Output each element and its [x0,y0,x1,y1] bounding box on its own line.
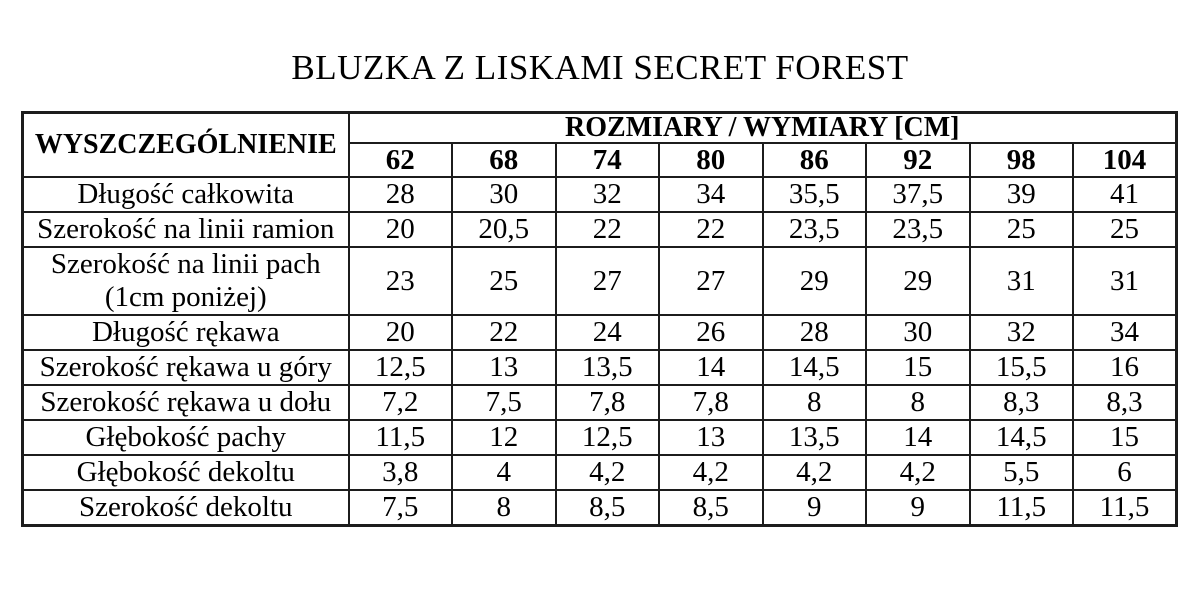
value-cell: 4 [452,455,556,490]
value-cell: 14 [659,350,763,385]
value-cell: 29 [763,247,867,315]
value-cell: 20,5 [452,212,556,247]
value-cell: 23 [349,247,453,315]
value-cell: 22 [659,212,763,247]
value-cell: 9 [866,490,970,526]
value-cell: 5,5 [970,455,1074,490]
value-cell: 13,5 [556,350,660,385]
value-cell: 25 [452,247,556,315]
row-label: Szerokość rękawa u góry [23,350,349,385]
value-cell: 22 [452,315,556,350]
value-cell: 25 [970,212,1074,247]
value-cell: 7,5 [452,385,556,420]
value-cell: 4,2 [556,455,660,490]
value-cell: 23,5 [763,212,867,247]
value-cell: 29 [866,247,970,315]
value-cell: 13,5 [763,420,867,455]
value-cell: 11,5 [970,490,1074,526]
value-cell: 9 [763,490,867,526]
row-label: Długość rękawa [23,315,349,350]
size-header-92: 92 [866,143,970,177]
value-cell: 8,5 [659,490,763,526]
value-cell: 3,8 [349,455,453,490]
page-title: BLUZKA Z LISKAMI SECRET FOREST [291,48,909,87]
value-cell: 6 [1073,455,1177,490]
value-cell: 15 [866,350,970,385]
value-cell: 8,5 [556,490,660,526]
value-cell: 35,5 [763,177,867,212]
row-label: Szerokość na linii ramion [23,212,349,247]
table-row [23,385,1177,420]
row-label: Szerokość dekoltu [23,490,349,526]
row-label: Głębokość pachy [23,420,349,455]
table-row [23,177,1177,212]
value-cell: 16 [1073,350,1177,385]
value-cell: 15,5 [970,350,1074,385]
value-cell: 8,3 [970,385,1074,420]
value-cell: 14,5 [763,350,867,385]
value-cell: 24 [556,315,660,350]
value-cell: 34 [1073,315,1177,350]
spec-column-header: WYSZCZEGÓLNIENIE [23,113,349,178]
value-cell: 20 [349,315,453,350]
value-cell: 8 [866,385,970,420]
size-header-98: 98 [970,143,1074,177]
value-cell: 7,2 [349,385,453,420]
value-cell: 31 [1073,247,1177,315]
value-cell: 41 [1073,177,1177,212]
value-cell: 7,8 [556,385,660,420]
size-header-86: 86 [763,143,867,177]
value-cell: 13 [452,350,556,385]
row-label: Głębokość dekoltu [23,455,349,490]
value-cell: 32 [556,177,660,212]
value-cell: 14 [866,420,970,455]
table-row [23,455,1177,490]
value-cell: 7,5 [349,490,453,526]
value-cell: 4,2 [866,455,970,490]
table-row [23,490,1177,526]
row-label: Długość całkowita [23,177,349,212]
value-cell: 34 [659,177,763,212]
value-cell: 27 [659,247,763,315]
value-cell: 22 [556,212,660,247]
size-header-74: 74 [556,143,660,177]
sizes-group-header-row [23,113,1177,144]
table-row [23,247,1177,315]
value-cell: 20 [349,212,453,247]
value-cell: 30 [866,315,970,350]
size-header-80: 80 [659,143,763,177]
value-cell: 15 [1073,420,1177,455]
size-header-104: 104 [1073,143,1177,177]
value-cell: 25 [1073,212,1177,247]
value-cell: 12,5 [556,420,660,455]
value-cell: 11,5 [349,420,453,455]
value-cell: 11,5 [1073,490,1177,526]
value-cell: 12 [452,420,556,455]
value-cell: 12,5 [349,350,453,385]
table-row [23,350,1177,385]
value-cell: 28 [763,315,867,350]
value-cell: 39 [970,177,1074,212]
size-header-68: 68 [452,143,556,177]
value-cell: 4,2 [659,455,763,490]
value-cell: 31 [970,247,1074,315]
row-label: Szerokość rękawa u dołu [23,385,349,420]
value-cell: 7,8 [659,385,763,420]
size-header-62: 62 [349,143,453,177]
table-row [23,420,1177,455]
value-cell: 32 [970,315,1074,350]
value-cell: 8 [763,385,867,420]
value-cell: 8,3 [1073,385,1177,420]
value-cell: 26 [659,315,763,350]
sizes-group-header: ROZMIARY / WYMIARY [CM] [349,113,1177,144]
value-cell: 23,5 [866,212,970,247]
value-cell: 4,2 [763,455,867,490]
table-row [23,315,1177,350]
table-row [23,212,1177,247]
value-cell: 28 [349,177,453,212]
value-cell: 30 [452,177,556,212]
value-cell: 13 [659,420,763,455]
size-chart-table [21,111,1178,527]
value-cell: 27 [556,247,660,315]
row-label: Szerokość na linii pach (1cm poniżej) [23,247,349,315]
value-cell: 37,5 [866,177,970,212]
value-cell: 14,5 [970,420,1074,455]
value-cell: 8 [452,490,556,526]
